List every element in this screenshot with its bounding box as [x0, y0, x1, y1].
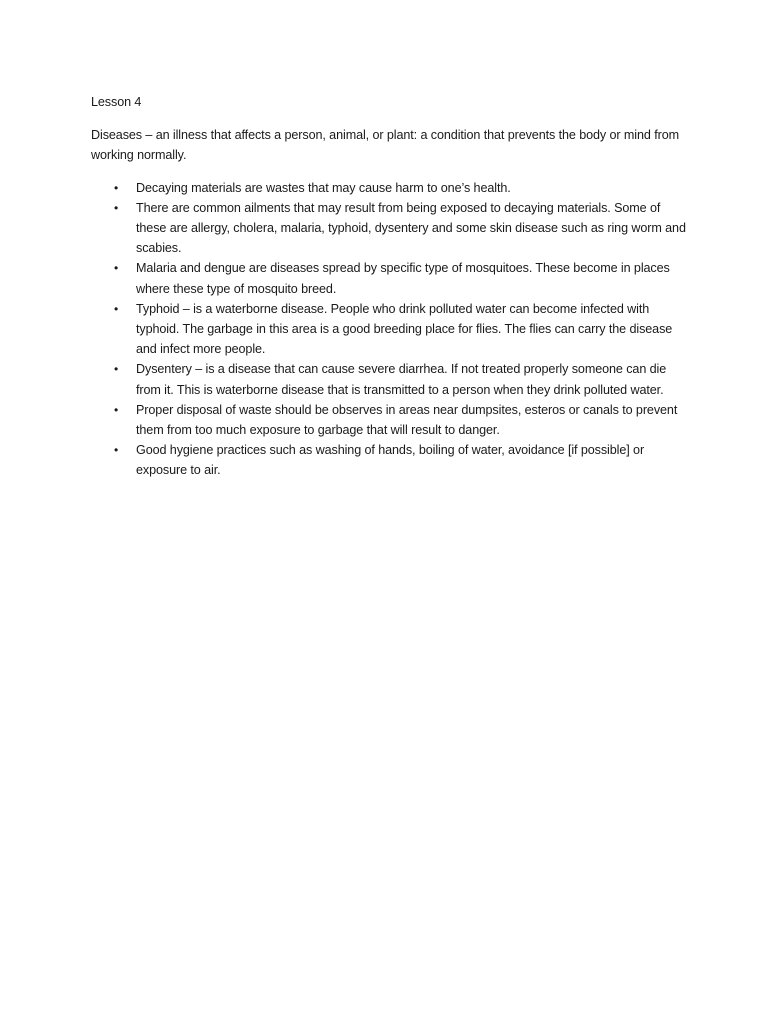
- list-item: [91, 258, 691, 298]
- bullet-icon: •: [114, 443, 119, 458]
- list-item-text: Malaria and dengue are diseases spread by specific type of mosquitoes. These become in places where these type of mosquito breed.: [136, 261, 670, 296]
- bullet-icon: •: [114, 261, 119, 276]
- list-item: [91, 178, 691, 198]
- list-item: [91, 198, 691, 259]
- list-item-text: There are common ailments that may result from being exposed to decaying materials. Some of these are allergy, cholera, malaria, typhoid, dysentery and some skin disease such as ring worm and scabies.: [136, 200, 686, 256]
- bullet-icon: •: [114, 301, 119, 316]
- list-item-text: Proper disposal of waste should be observes in areas near dumpsites, esteros or canals to prevent them from too much exposure to garbage that will result to danger.: [136, 402, 678, 438]
- bullet-icon: •: [114, 362, 119, 377]
- list-item-text: Typhoid – is a waterborne disease. People who drink polluted water can become infected with typhoid. The garbage in this area is a good breeding place for flies. The flies can carry the disease and infect more people.: [136, 301, 673, 357]
- document-body: [91, 92, 691, 481]
- list-item: [91, 299, 691, 360]
- bullet-icon: •: [114, 180, 119, 195]
- diseases-definition: Diseases – an illness that affects a person, animal, or plant: a condition that prevents the body or mind from working normally.: [91, 128, 679, 163]
- list-item: [91, 400, 691, 440]
- bullet-icon: •: [114, 402, 119, 417]
- list-item-text: Decaying materials are wastes that may cause harm to one’s health.: [136, 180, 511, 195]
- list-item: [91, 359, 691, 399]
- list-item: [91, 440, 691, 480]
- list-item-text: Dysentery – is a disease that can cause severe diarrhea. If not treated properly someone can die from it. This is waterborne disease that is transmitted to a person when they drink polluted water.: [136, 362, 667, 397]
- list-item-text: Good hygiene practices such as washing of hands, boiling of water, avoidance [if possible] or exposure to air.: [136, 443, 645, 478]
- lesson-heading: Lesson 4: [91, 95, 142, 109]
- bullet-icon: •: [114, 200, 119, 215]
- bullet-list: [91, 178, 691, 481]
